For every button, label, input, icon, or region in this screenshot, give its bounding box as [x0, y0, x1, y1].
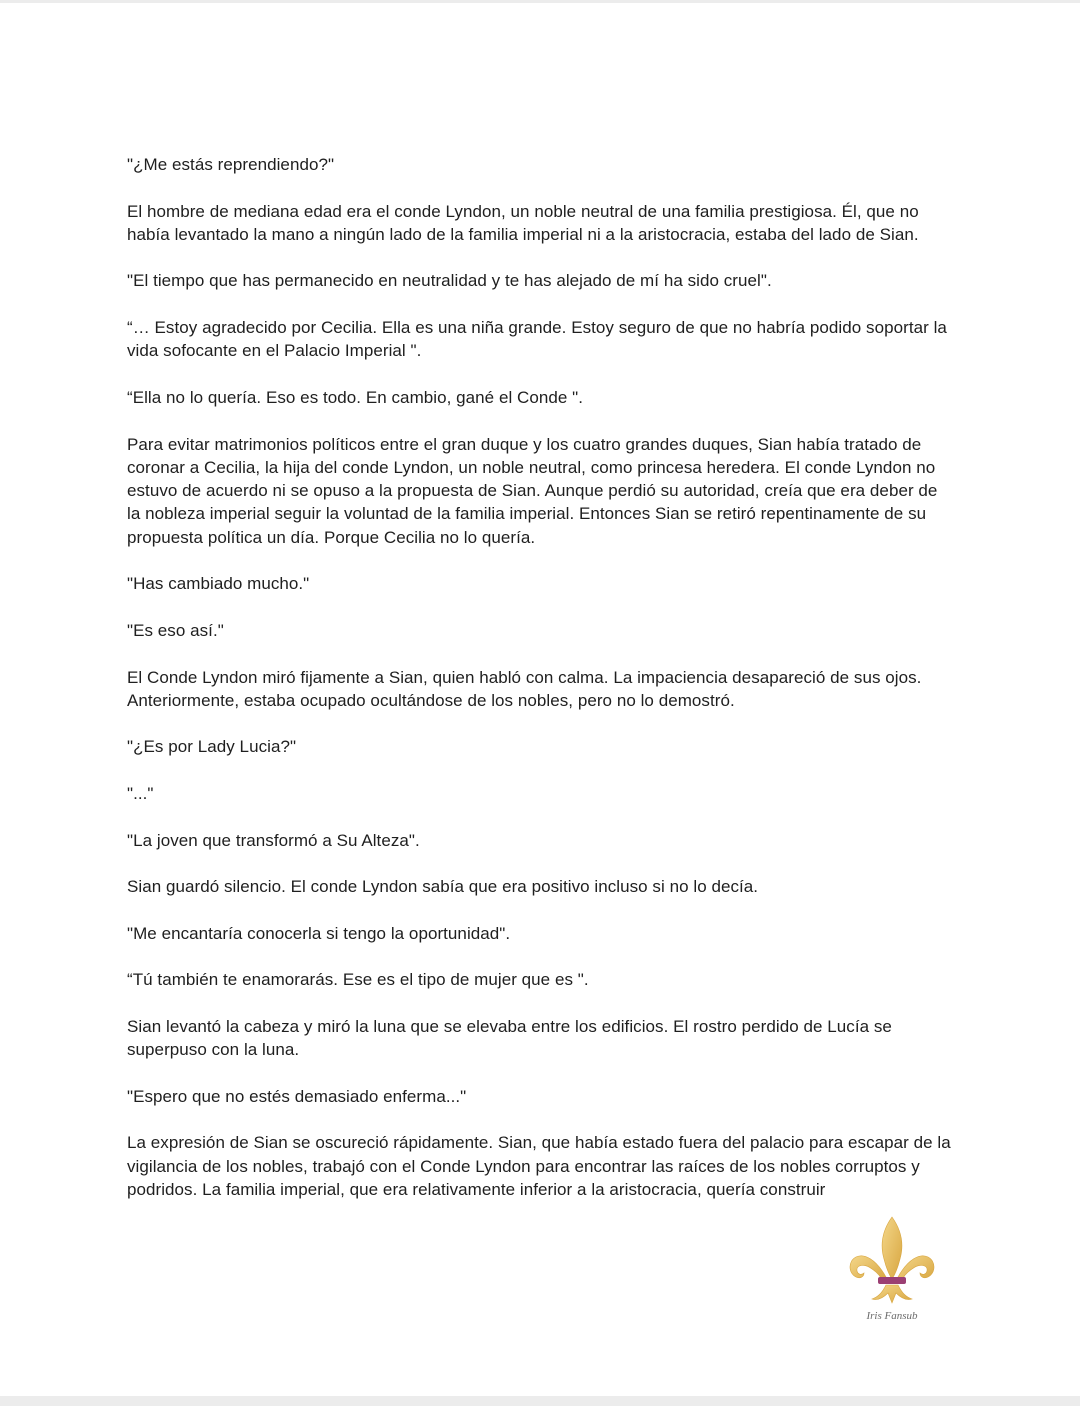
document-body [127, 153, 953, 1225]
watermark-signature: Iris Fansub [866, 1310, 918, 1322]
paragraph: “Ella no lo quería. Eso es todo. En cambio, gané el Conde ". [127, 387, 584, 407]
paragraph: Para evitar matrimonios políticos entre el gran duque y los cuatro grandes duques, Sian había tratado de coronar a Cecilia, la hija del conde Lyndon, un noble neutral, como princesa heredera. El conde Lyndon no estuvo de acuerdo ni se opuso a la propuesta de Sian. Aunque perdió su autoridad, creía que era deber de la nobleza imperial seguir la voluntad de la familia imperial. Entonces Sian se retiró repentinamente de su propuesta política un día. Porque Cecilia no lo quería. [127, 434, 938, 547]
paragraph: "El tiempo que has permanecido en neutralidad y te has alejado de mí ha sido cruel". [127, 271, 772, 291]
paragraph: "..." [127, 784, 154, 804]
paragraph: Sian guardó silencio. El conde Lyndon sabía que era positivo incluso si no lo decía. [127, 877, 759, 897]
document-page [0, 3, 1080, 1396]
paragraph: El Conde Lyndon miró fijamente a Sian, quien habló con calma. La impaciencia desapareció de sus ojos. Anteriormente, estaba ocupado ocultándose de los nobles, pero no lo demostró. [127, 667, 922, 710]
paragraph: "Espero que no estés demasiado enferma..." [127, 1086, 467, 1106]
paragraph: "¿Me estás reprendiendo?" [127, 155, 335, 174]
paragraph: "La joven que transformó a Su Alteza". [127, 830, 420, 850]
paragraph: "¿Es por Lady Lucia?" [127, 737, 297, 757]
paragraph: La expresión de Sian se oscureció rápidamente. Sian, que había estado fuera del palacio para escapar de la vigilancia de los nobles, trabajó con el Conde Lyndon para encontrar las raíces de los nobles corruptos y podridos. La familia imperial, que era relativamente inferior a la aristocracia, quería construir [127, 1133, 951, 1200]
paragraph: "Me encantaría conocerla si tengo la oportunidad". [127, 923, 511, 943]
paragraph: “Tú también te enamorarás. Ese es el tipo de mujer que es ". [127, 970, 589, 990]
fleur-de-lis-icon [846, 1215, 938, 1327]
paragraph: Sian levantó la cabeza y miró la luna que se elevaba entre los edificios. El rostro perdido de Lucía se superpuso con la luna. [127, 1016, 892, 1060]
paragraph: El hombre de mediana edad era el conde Lyndon, un noble neutral de una familia prestigiosa. Él, que no había levantado la mano a ningún lado de la familia imperial ni a la aristocracia, estaba del lado de Sian. [127, 201, 919, 244]
paragraph: “… Estoy agradecido por Cecilia. Ella es una niña grande. Estoy seguro de que no habría podido soportar la vida sofocante en el Palacio Imperial ". [127, 318, 947, 361]
paragraph: "Has cambiado mucho." [127, 574, 310, 594]
watermark-logo [846, 1215, 938, 1327]
paragraph: "Es eso así." [127, 620, 224, 640]
